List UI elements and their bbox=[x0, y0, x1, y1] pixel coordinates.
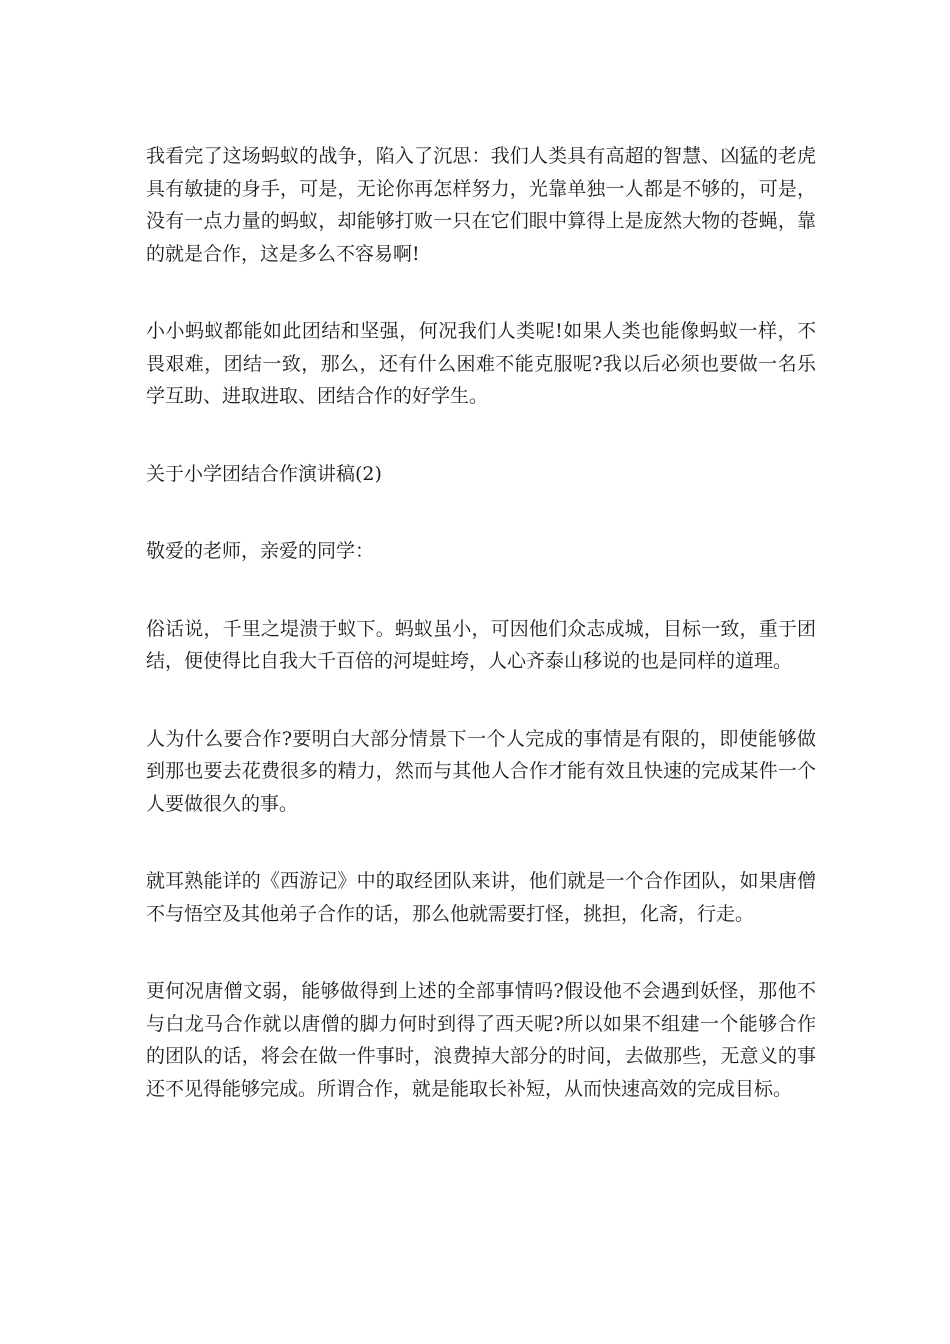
paragraph-unity-resolve: 小小蚂蚁都能如此团结和坚强，何况我们人类呢!如果人类也能像蚂蚁一样，不畏艰难，团结一致，那么，还有什么困难不能克服呢?我以后必须也要做一名乐学互助、进取进取、团结合作的好学生。 bbox=[146, 320, 816, 407]
paragraph-tang-seng: 更何况唐僧文弱，能够做得到上述的全部事情吗?假设他不会遇到妖怪，那他不与白龙马合作就以唐僧的脚力何时到得了西天呢?所以如果不组建一个能够合作的团队的话，将会在做一件事时，浪费掉大部分的时间，去做那些，无意义的事还不见得能够完成。所谓合作，就是能取长补短，从而快速高效的完成目标。 bbox=[146, 980, 816, 1100]
paragraph-why-cooperate: 人为什么要合作?要明白大部分情景下一个人完成的事情是有限的，即使能够做到那也要去花费很多的精力，然而与其他人合作才能有效且快速的完成某件一个人要做很久的事。 bbox=[146, 727, 816, 815]
salutation: 敬爱的老师，亲爱的同学： bbox=[146, 540, 375, 562]
document-body bbox=[146, 140, 816, 1105]
paragraph-proverb: 俗话说，千里之堤溃于蚁下。蚂蚁虽小，可因他们众志成城，目标一致，重于团结，便使得比自我大千百倍的河堤蛀垮，人心齐泰山移说的也是同样的道理。 bbox=[146, 617, 816, 672]
section-heading: 关于小学团结合作演讲稿(2) bbox=[146, 462, 382, 485]
paragraph-journey-west: 就耳熟能详的《西游记》中的取经团队来讲，他们就是一个合作团队，如果唐僧不与悟空及其他弟子合作的话，那么他就需要打怪，挑担，化斋，行走。 bbox=[146, 870, 816, 925]
paragraph-ant-battle-reflection: 我看完了这场蚂蚁的战争，陷入了沉思：我们人类具有高超的智慧、凶猛的老虎具有敏捷的身手，可是，无论你再怎样努力，光靠单独一人都是不够的，可是，没有一点力量的蚂蚁，却能够打败一只在它们眼中算得上是庞然大物的苍蝇，靠的就是合作，这是多么不容易啊! bbox=[146, 145, 816, 265]
